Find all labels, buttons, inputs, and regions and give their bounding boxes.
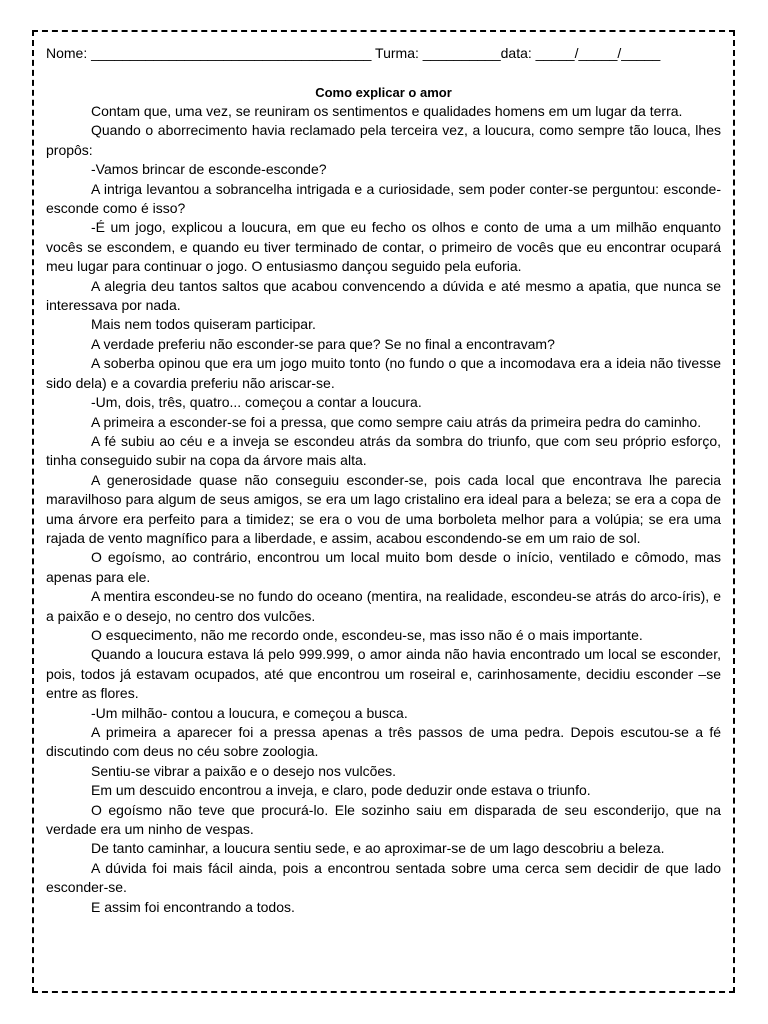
paragraph: A generosidade quase não conseguiu esconder-se, pois cada local que encontrava lhe parecia maravilhoso para algum de seus amigos, se era um lago cristalino era ideal para a beleza; se era a copa de uma árvore era perfeito para a timidez; se era o vou de uma borboleta melhor para a volúpia; se era uma rajada de vento magnífico para a liberdade, e assim, acabou escondendo-se em um raio de sol.: [46, 471, 721, 546]
paragraph: -É um jogo, explicou a loucura, em que eu fecho os olhos e conto de uma a um milhão enquanto vocês se escondem, e quando eu tiver terminado de contar, o primeiro de vocês que eu encontrar ocupará meu lugar para continuar o jogo. O entusiasmo dançou seguido pela euforia.: [46, 219, 721, 275]
student-info-header: Nome: ____________________________________ Turma: __________data: _____/_____/_____: [46, 45, 661, 61]
paragraph: -Um milhão- contou a loucura, e começou a busca.: [91, 704, 408, 721]
paragraph: A intriga levantou a sobrancelha intrigada e a curiosidade, sem poder conter-se perguntou: esconde-esconde como é isso?: [46, 180, 721, 217]
paragraph: Em um descuido encontrou a inveja, e claro, pode deduzir onde estava o triunfo.: [91, 782, 591, 799]
paragraph: A mentira escondeu-se no fundo do oceano (mentira, na realidade, escondeu-se atrás do arco-íris), e a paixão e o desejo, no centro dos vulcões.: [46, 588, 721, 624]
paragraph: O egoísmo não teve que procurá-lo. Ele sozinho saiu em disparada de seu esconderijo, que na verdade era um ninho de vespas.: [46, 801, 721, 838]
paragraph: A dúvida foi mais fácil ainda, pois a encontrou sentada sobre uma cerca sem decidir de que lado esconder-se.: [46, 859, 721, 896]
paragraph: A alegria deu tantos saltos que acabou convencendo a dúvida e até mesmo a apatia, que nunca se interessava por nada.: [46, 277, 721, 314]
paragraph: O esquecimento, não me recordo onde, escondeu-se, mas isso não é o mais importante.: [91, 626, 643, 643]
paragraph: Sentiu-se vibrar a paixão e o desejo nos vulcões.: [91, 762, 397, 779]
paragraph: De tanto caminhar, a loucura sentiu sede, e ao aproximar-se de um lago descobriu a beleza.: [91, 840, 665, 857]
story-body: [46, 102, 721, 917]
paragraph: Quando o aborrecimento havia reclamado pela terceira vez, a loucura, como sempre tão louca, lhes propôs:: [46, 122, 721, 158]
text-title: Como explicar o amor: [315, 85, 452, 100]
paragraph: -Vamos brincar de esconde-esconde?: [91, 161, 327, 178]
paragraph: Mais nem todos quiseram participar.: [91, 316, 316, 333]
paragraph: A primeira a esconder-se foi a pressa, que como sempre caiu atrás da primeira pedra do caminho.: [91, 413, 702, 430]
paragraph: O egoísmo, ao contrário, encontrou um local muito bom desde o início, ventilado e cômodo, mas apenas para ele.: [46, 549, 721, 585]
paragraph: E assim foi encontrando a todos.: [91, 898, 295, 915]
paragraph: Contam que, uma vez, se reuniram os sentimentos e qualidades homens em um lugar da terra.: [91, 103, 683, 119]
paragraph: -Um, dois, três, quatro... começou a contar a loucura.: [91, 394, 422, 411]
paragraph: Quando a loucura estava lá pelo 999.999, o amor ainda não havia encontrado um local se esconder, pois, todos já estavam ocupados, até que encontrou um roseiral e, carinhosamente, decidiu esconder –se entre as flores.: [46, 646, 721, 702]
paragraph: A primeira a aparecer foi a pressa apenas a três passos de uma pedra. Depois escutou-se a fé discutindo com deus no céu sobre zoologia.: [46, 724, 721, 760]
paragraph: A verdade preferiu não esconder-se para que? Se no final a encontravam?: [91, 335, 555, 352]
paragraph: A fé subiu ao céu e a inveja se escondeu atrás da sombra do triunfo, que com seu próprio esforço, tinha conseguido subir na copa da árvore mais alta.: [46, 432, 721, 469]
worksheet-page: [32, 30, 735, 993]
paragraph: A soberba opinou que era um jogo muito tonto (no fundo o que a incomodava era a ideia não tivesse sido dela) e a covardia preferiu não ariscar-se.: [46, 355, 721, 391]
